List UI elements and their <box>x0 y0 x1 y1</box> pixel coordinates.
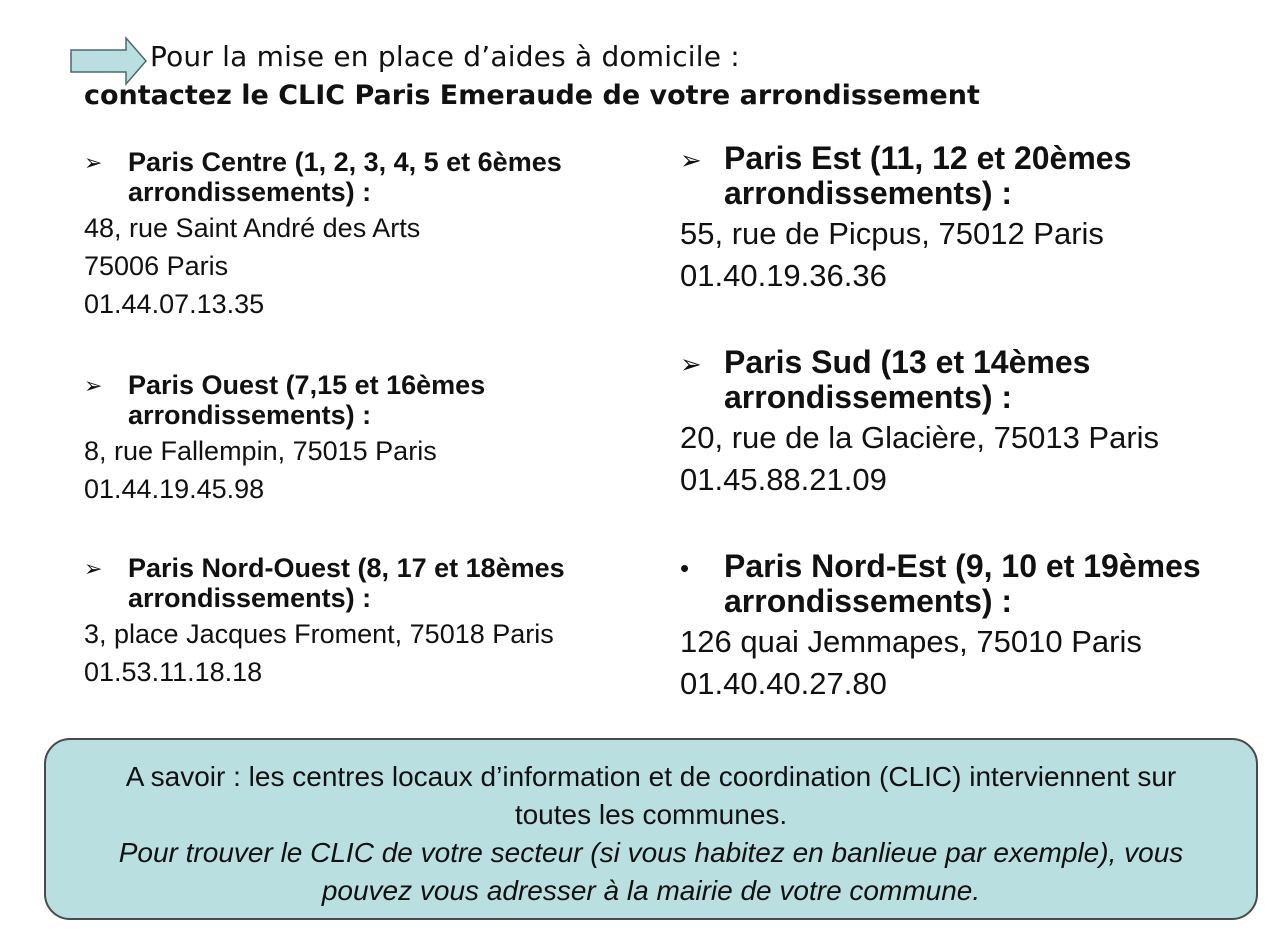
phone-number: 01.40.19.36.36 <box>680 258 887 293</box>
entry-title <box>680 141 1260 211</box>
clic-entry-paris-nord-ouest <box>84 553 644 691</box>
subtitle: contactez le CLIC Paris Emeraude de votre arrondissement <box>84 80 980 111</box>
clic-entry-paris-nord-est <box>680 549 1260 705</box>
address-street: 48, rue Saint André des Arts <box>84 213 421 243</box>
clic-entry-paris-centre <box>84 147 644 323</box>
address: 55, rue de Picpus, 75012 Paris <box>680 216 1104 251</box>
arrow-bullet-icon: ➢ <box>680 349 702 379</box>
entry-title-line2: arrondissements) : <box>724 583 1013 619</box>
entry-title-line1: Paris Nord-Ouest (8, 17 et 18èmes <box>128 553 565 583</box>
address: 8, rue Fallempin, 75015 Paris <box>84 436 437 466</box>
arrow-bullet-icon: ➢ <box>680 145 702 175</box>
phone-number: 01.45.88.21.09 <box>680 462 887 497</box>
info-italic-line-2: pouvez vous adresser à la mairie de votre commune. <box>321 875 981 906</box>
entry-title-line1: Paris Sud (13 et 14èmes <box>724 344 1091 380</box>
arrow-bullet-icon: ➢ <box>84 150 103 175</box>
entry-title-line2: arrondissements) : <box>128 400 372 430</box>
entry-title <box>84 553 644 613</box>
phone-number: 01.53.11.18.18 <box>84 657 263 687</box>
entry-title-line2: arrondissements) : <box>724 379 1013 415</box>
clic-entry-paris-sud <box>680 345 1260 501</box>
entry-title-line2: arrondissements) : <box>724 175 1013 211</box>
entry-title <box>84 370 644 430</box>
clic-entry-paris-est <box>680 141 1260 297</box>
clic-entry-paris-ouest <box>84 370 644 508</box>
info-line-1: A savoir : les centres locaux d’information et de coordination (CLIC) interviennent sur <box>125 761 1177 792</box>
intro-text: Pour la mise en place d’aides à domicile : <box>150 40 740 73</box>
entry-title-line1: Paris Est (11, 12 et 20èmes <box>724 140 1132 176</box>
address-city: 75006 Paris <box>84 251 229 281</box>
info-line-2: toutes les communes. <box>514 799 788 830</box>
entry-title <box>680 345 1260 415</box>
entry-title-line2: arrondissements) : <box>128 177 372 207</box>
entry-title-line1: Paris Centre (1, 2, 3, 4, 5 et 6èmes <box>128 147 562 177</box>
phone-number: 01.40.40.27.80 <box>680 666 887 701</box>
right-arrow-icon <box>70 36 148 86</box>
address: 126 quai Jemmapes, 75010 Paris <box>680 624 1142 659</box>
entry-title-line2: arrondissements) : <box>128 583 372 613</box>
info-italic-line-1: Pour trouver le CLIC de votre secteur (si vous habitez en banlieue par exemple), vous <box>118 837 1184 868</box>
entry-title-line1: Paris Nord-Est (9, 10 et 19èmes <box>724 548 1201 584</box>
info-box <box>44 738 1258 920</box>
entry-title <box>84 147 644 207</box>
address: 20, rue de la Glacière, 75013 Paris <box>680 420 1160 455</box>
entry-title <box>680 549 1260 619</box>
address: 3, place Jacques Froment, 75018 Paris <box>84 619 554 649</box>
entry-title-line1: Paris Ouest (7,15 et 16èmes <box>128 370 486 400</box>
phone-number: 01.44.07.13.35 <box>84 289 265 319</box>
arrow-bullet-icon: ➢ <box>84 556 103 581</box>
phone-number: 01.44.19.45.98 <box>84 474 265 504</box>
dot-bullet-icon: • <box>680 553 690 583</box>
arrow-bullet-icon: ➢ <box>84 373 103 398</box>
